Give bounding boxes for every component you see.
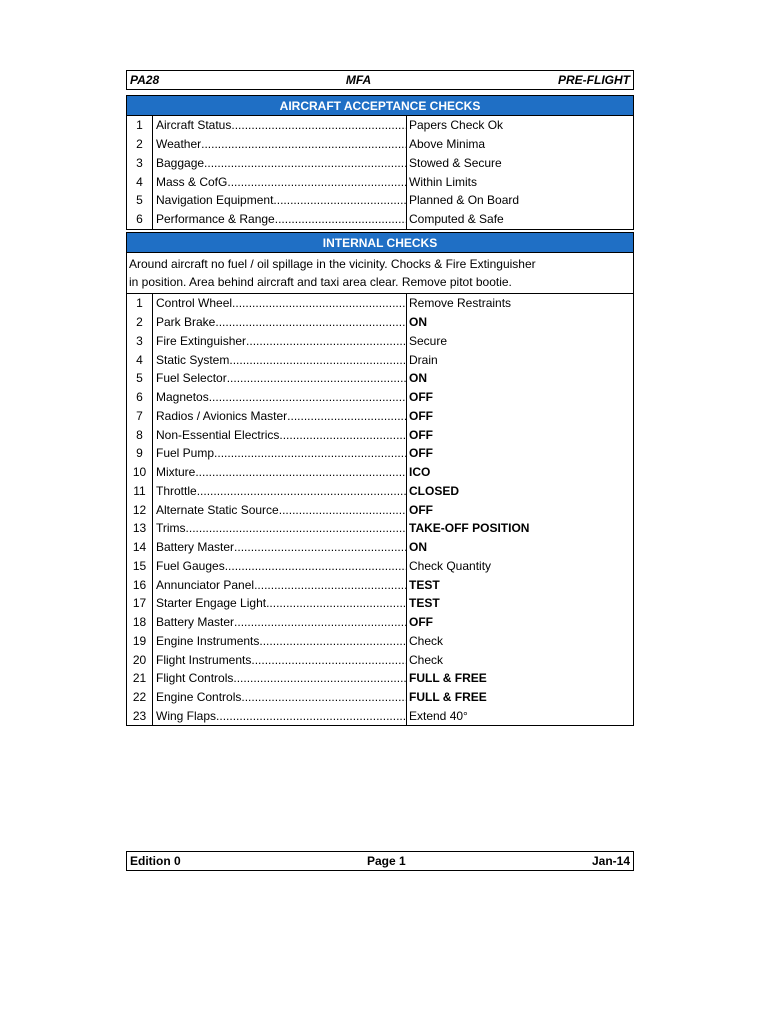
row-item-label: Flight Instruments — [156, 652, 252, 667]
row-value: Within Limits — [409, 174, 478, 189]
leader-dots — [216, 709, 406, 723]
row-item-label: Flight Controls — [156, 671, 234, 686]
row-value: OFF — [409, 390, 433, 405]
row-value: ON — [409, 540, 427, 555]
leader-dots — [234, 615, 406, 629]
row-item-label: Fuel Selector — [156, 371, 227, 386]
checklist-row — [127, 688, 633, 707]
checklist-row — [127, 407, 633, 426]
row-number: 14 — [127, 538, 153, 557]
row-item-label: Wing Flaps — [156, 708, 217, 723]
internal-checks-title: INTERNAL CHECKS — [127, 233, 633, 253]
row-item-label: Fire Extinguisher — [156, 333, 247, 348]
row-number: 11 — [127, 482, 153, 501]
header-phase: PRE-FLIGHT — [557, 73, 630, 87]
leader-dots — [251, 653, 406, 667]
row-item-label: Fuel Pump — [156, 446, 215, 461]
acceptance-rows — [127, 116, 633, 229]
leader-dots — [241, 690, 406, 704]
row-value: Computed & Safe — [409, 212, 504, 227]
row-item — [153, 294, 407, 313]
row-item — [153, 538, 407, 557]
row-value: TEST — [409, 596, 440, 611]
row-number: 10 — [127, 463, 153, 482]
checklist-row — [127, 482, 633, 501]
leader-dots — [229, 353, 406, 367]
row-number: 13 — [127, 519, 153, 538]
row-item-label: Aircraft Status — [156, 118, 232, 133]
row-item — [153, 632, 407, 651]
row-item — [153, 500, 407, 519]
row-item — [153, 172, 407, 191]
footer-date: Jan-14 — [591, 854, 630, 868]
row-item — [153, 688, 407, 707]
checklist-row — [127, 154, 633, 173]
row-item — [153, 707, 407, 726]
row-item — [153, 407, 407, 426]
leader-dots — [273, 193, 406, 207]
row-value: ICO — [409, 465, 431, 480]
row-number: 2 — [127, 135, 153, 154]
row-number: 22 — [127, 688, 153, 707]
row-item-label: Non-Essential Electrics — [156, 427, 280, 442]
row-number: 12 — [127, 500, 153, 519]
row-value: OFF — [409, 427, 433, 442]
checklist-row — [127, 538, 633, 557]
row-number: 3 — [127, 154, 153, 173]
row-item — [153, 388, 407, 407]
row-value: OFF — [409, 446, 433, 461]
row-item — [153, 191, 407, 210]
checklist-row — [127, 650, 633, 669]
leader-dots — [186, 521, 406, 535]
row-number: 2 — [127, 313, 153, 332]
row-value: Check Quantity — [409, 558, 492, 573]
leader-dots — [279, 428, 406, 442]
checklist-row — [127, 500, 633, 519]
row-value: ON — [409, 371, 427, 386]
leader-dots — [287, 409, 406, 423]
row-item-label: Control Wheel — [156, 296, 233, 311]
row-value: OFF — [409, 408, 433, 423]
leader-dots — [195, 465, 406, 479]
row-item-label: Fuel Gauges — [156, 558, 225, 573]
row-value: Drain — [409, 352, 438, 367]
leader-dots — [227, 175, 406, 189]
leader-dots — [225, 559, 406, 573]
checklist-row — [127, 575, 633, 594]
row-item — [153, 313, 407, 332]
row-item-label: Alternate Static Source — [156, 502, 279, 517]
row-number: 1 — [127, 116, 153, 135]
footer-edition: Edition 0 — [130, 854, 181, 868]
row-item — [153, 482, 407, 501]
row-item-label: Static System — [156, 352, 230, 367]
checklist-row — [127, 350, 633, 369]
row-number: 5 — [127, 191, 153, 210]
row-value: Secure — [409, 333, 448, 348]
row-item — [153, 613, 407, 632]
row-number: 23 — [127, 707, 153, 726]
checklist-row — [127, 594, 633, 613]
checklist-row — [127, 444, 633, 463]
row-item-label: Performance & Range — [156, 212, 275, 227]
row-value: TAKE-OFF POSITION — [409, 521, 530, 536]
checklist-row — [127, 172, 633, 191]
row-item — [153, 116, 407, 135]
checklist-row — [127, 613, 633, 632]
row-item — [153, 444, 407, 463]
row-item-label: Weather — [156, 137, 202, 152]
row-value: Extend 40° — [409, 708, 468, 723]
row-value: Check — [409, 633, 444, 648]
internal-rows — [127, 294, 633, 725]
row-number: 17 — [127, 594, 153, 613]
row-item — [153, 350, 407, 369]
leader-dots — [231, 118, 406, 132]
row-number: 1 — [127, 294, 153, 313]
row-number: 4 — [127, 350, 153, 369]
header-operator: MFA — [345, 73, 372, 87]
row-item-label: Throttle — [156, 483, 197, 498]
leader-dots — [259, 634, 406, 648]
checklist-row — [127, 313, 633, 332]
checklist-row — [127, 116, 633, 135]
leader-dots — [215, 315, 406, 329]
row-value: OFF — [409, 502, 433, 517]
row-item-label: Mixture — [156, 465, 196, 480]
checklist-row — [127, 425, 633, 444]
row-item-label: Navigation Equipment — [156, 193, 274, 208]
row-item — [153, 425, 407, 444]
checklist-row — [127, 191, 633, 210]
row-item-label: Engine Instruments — [156, 633, 260, 648]
acceptance-checks-title: AIRCRAFT ACCEPTANCE CHECKS — [127, 96, 633, 116]
row-number: 8 — [127, 425, 153, 444]
checklist-row — [127, 463, 633, 482]
leader-dots — [266, 596, 406, 610]
row-value: FULL & FREE — [409, 690, 487, 705]
footer-page: Page 1 — [366, 854, 406, 868]
row-number: 15 — [127, 557, 153, 576]
row-item-label: Engine Controls — [156, 690, 242, 705]
leader-dots — [227, 371, 406, 385]
row-item-label: Battery Master — [156, 540, 235, 555]
row-number: 6 — [127, 388, 153, 407]
checklist-row — [127, 294, 633, 313]
row-number: 3 — [127, 332, 153, 351]
leader-dots — [201, 137, 406, 151]
checklist-row — [127, 519, 633, 538]
row-item — [153, 463, 407, 482]
row-value: Papers Check Ok — [409, 118, 504, 133]
row-item — [153, 332, 407, 351]
leader-dots — [233, 671, 406, 685]
checklist-row — [127, 369, 633, 388]
row-item-label: Magnetos — [156, 390, 209, 405]
checklist-row — [127, 669, 633, 688]
row-item-label: Starter Engage Light — [156, 596, 267, 611]
checklist-row — [127, 632, 633, 651]
row-value: CLOSED — [409, 483, 460, 498]
checklist-row — [127, 332, 633, 351]
row-item — [153, 575, 407, 594]
row-value: ON — [409, 315, 427, 330]
row-number: 19 — [127, 632, 153, 651]
internal-checks-table — [126, 232, 634, 726]
row-item-label: Battery Master — [156, 615, 235, 630]
row-item — [153, 369, 407, 388]
row-item — [153, 154, 407, 173]
row-item-label: Park Brake — [156, 315, 216, 330]
row-item — [153, 669, 407, 688]
note-line-2: in position. Area behind aircraft and taxi area clear. Remove pitot bootie. — [129, 275, 512, 289]
checklist-row — [127, 707, 633, 726]
leader-dots — [279, 503, 406, 517]
row-number: 4 — [127, 172, 153, 191]
row-number: 20 — [127, 650, 153, 669]
checklist-row — [127, 135, 633, 154]
row-item-label: Annunciator Panel — [156, 577, 255, 592]
checklist-row — [127, 388, 633, 407]
row-value: Remove Restraints — [409, 296, 512, 311]
row-value: Check — [409, 652, 444, 667]
row-value: Planned & On Board — [409, 193, 520, 208]
acceptance-checks-table — [126, 95, 634, 230]
checklist-row — [127, 210, 633, 229]
row-value: TEST — [409, 577, 440, 592]
row-item — [153, 650, 407, 669]
row-value: Above Minima — [409, 137, 486, 152]
internal-checks-note — [127, 253, 633, 294]
page-header — [126, 70, 634, 90]
row-number: 18 — [127, 613, 153, 632]
row-value: OFF — [409, 615, 433, 630]
row-number: 16 — [127, 575, 153, 594]
row-number: 9 — [127, 444, 153, 463]
leader-dots — [214, 446, 406, 460]
leader-dots — [275, 212, 406, 226]
row-item — [153, 210, 407, 229]
row-value: Stowed & Secure — [409, 155, 502, 170]
note-line-1: Around aircraft no fuel / oil spillage in the vicinity. Chocks & Fire Extinguisher — [129, 257, 536, 271]
leader-dots — [204, 156, 406, 170]
leader-dots — [246, 334, 406, 348]
leader-dots — [232, 296, 406, 310]
row-item-label: Trims — [156, 521, 186, 536]
row-item — [153, 135, 407, 154]
leader-dots — [254, 578, 406, 592]
row-item — [153, 557, 407, 576]
row-number: 7 — [127, 407, 153, 426]
row-item-label: Radios / Avionics Master — [156, 408, 288, 423]
row-item-label: Baggage — [156, 155, 205, 170]
row-number: 5 — [127, 369, 153, 388]
row-value: FULL & FREE — [409, 671, 487, 686]
row-item — [153, 594, 407, 613]
row-item-label: Mass & CofG — [156, 174, 228, 189]
checklist-row — [127, 557, 633, 576]
page-footer — [126, 851, 634, 871]
leader-dots — [209, 390, 406, 404]
row-number: 6 — [127, 210, 153, 229]
row-item — [153, 519, 407, 538]
leader-dots — [197, 484, 406, 498]
row-number: 21 — [127, 669, 153, 688]
header-aircraft: PA28 — [130, 73, 160, 87]
leader-dots — [234, 540, 406, 554]
